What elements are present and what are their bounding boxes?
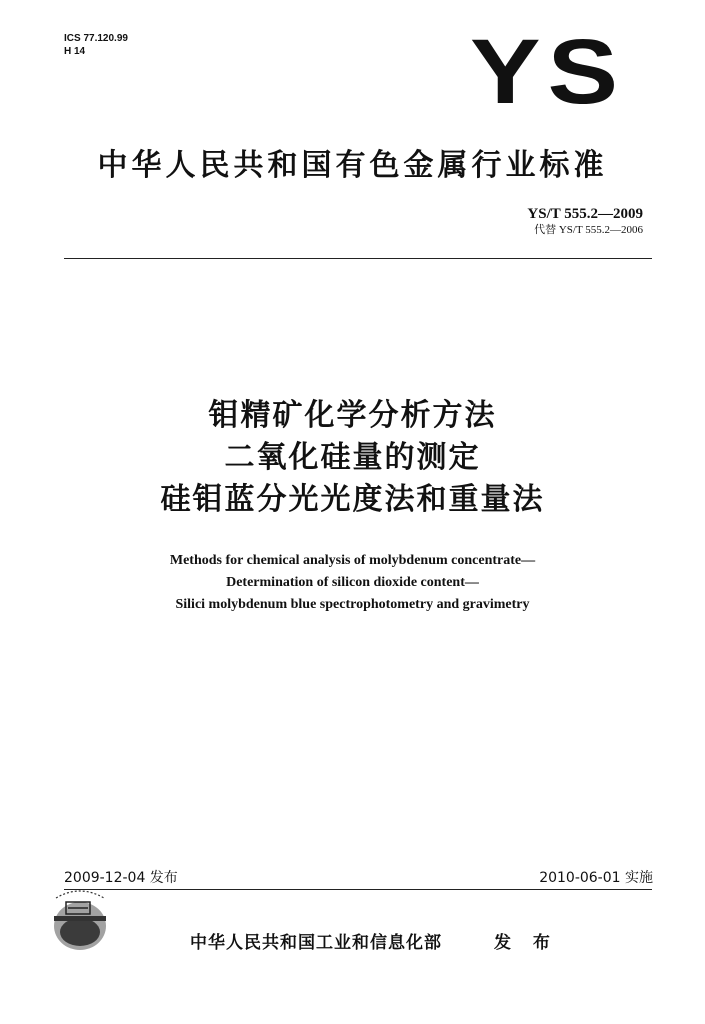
standard-code-block bbox=[527, 205, 643, 237]
english-title-line: Methods for chemical analysis of molybdenum concentrate— bbox=[169, 553, 536, 568]
footer-divider bbox=[64, 889, 652, 890]
effective-date: 2010-06-01 实施 bbox=[539, 870, 653, 886]
publish-label: 发 布 bbox=[494, 933, 558, 953]
publisher-name: 中华人民共和国工业和信息化部 bbox=[190, 933, 442, 953]
replaced-standard: 代替 YS/T 555.2—2006 bbox=[534, 224, 643, 236]
chinese-title-line: 二氧化硅量的测定 bbox=[224, 440, 481, 475]
publisher-seal-icon bbox=[40, 880, 120, 960]
english-title bbox=[0, 550, 705, 616]
chinese-title-line: 硅钼蓝分光光度法和重量法 bbox=[160, 482, 545, 517]
english-title-line: Silici molybdenum blue spectrophotometry and gravimetry bbox=[175, 597, 530, 612]
english-title-line: Determination of silicon dioxide content— bbox=[226, 575, 479, 590]
standard-code: YS/T 555.2—2009 bbox=[527, 206, 643, 222]
issue-date: 2009-12-04 发布 bbox=[64, 870, 178, 886]
chinese-title-line: 钼精矿化学分析方法 bbox=[208, 398, 497, 433]
header-divider bbox=[64, 258, 652, 259]
ccs-code: H 14 bbox=[64, 46, 86, 57]
ys-logo: YS bbox=[470, 21, 625, 123]
ics-code: ICS 77.120.99 bbox=[64, 33, 128, 44]
classification-codes bbox=[64, 32, 128, 58]
chinese-title bbox=[0, 395, 705, 521]
organization-title: 中华人民共和国有色金属行业标准 bbox=[97, 148, 608, 183]
